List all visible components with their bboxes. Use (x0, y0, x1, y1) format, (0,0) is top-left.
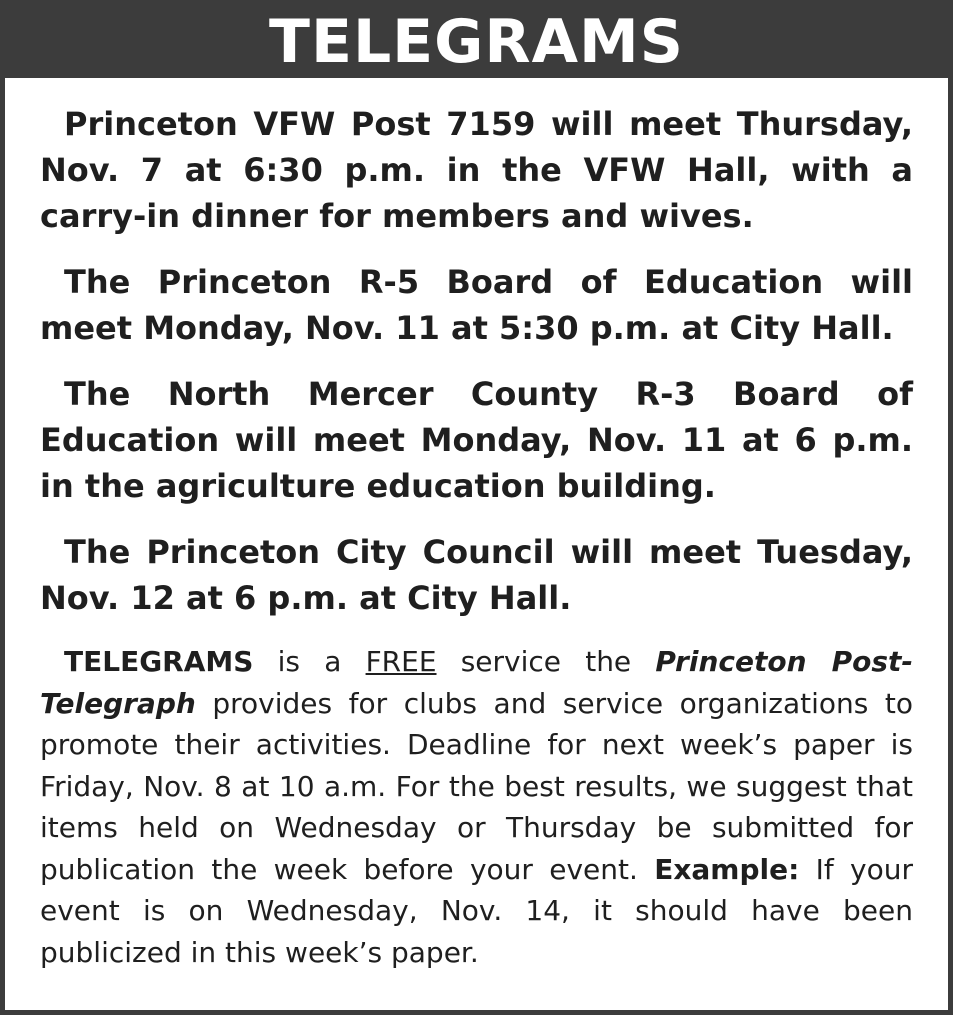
newspaper-name: Princeton Post-Telegraph (40, 645, 913, 720)
service-note-text-4: If your event is on Wednesday, Nov. 14, it should have been publicized in this week’s paper. (40, 852, 913, 969)
service-note-lead: TELEGRAMS (64, 645, 254, 678)
service-note-text-2: service the (436, 645, 656, 678)
example-label: Example: (654, 852, 800, 886)
service-note (40, 641, 913, 973)
notice-city-council: The Princeton City Council will meet Tuesday, Nov. 12 at 6 p.m. at City Hall. (40, 533, 913, 617)
telegrams-banner (5, 5, 948, 78)
notice-r3-board: The North Mercer County R-3 Board of Education will meet Monday, Nov. 11 at 6 p.m. in the agriculture education building. (40, 375, 913, 505)
free-label: FREE (365, 645, 437, 678)
notice-vfw: Princeton VFW Post 7159 will meet Thursday, Nov. 7 at 6:30 p.m. in the VFW Hall, with a carry-in dinner for members and wives. (40, 105, 913, 235)
notice-r5-board: The Princeton R-5 Board of Education will meet Monday, Nov. 11 at 5:30 p.m. at City Hall. (40, 263, 913, 347)
service-note-text-1: is a (253, 645, 366, 678)
service-note-text-3: provides for clubs and service organizations to promote their activities. Deadline for next week’s paper is Friday, Nov. 8 at 10 a.m. For the best results, we suggest that items held on Wednesday or Thursday be submitted for publication the week before your event. (40, 686, 913, 886)
banner-title: TELEGRAMS (269, 6, 684, 77)
notices-content (40, 101, 913, 973)
